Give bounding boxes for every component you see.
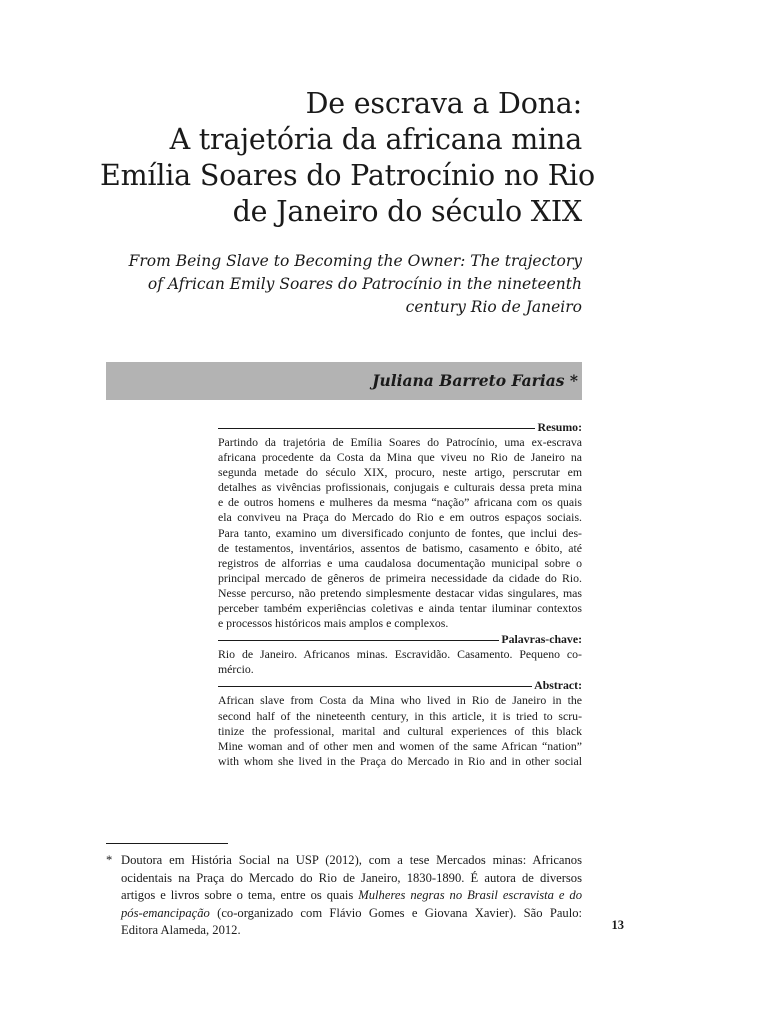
text-line: Para tanto, examino um diversificado conjunto de fontes, que inclui des- (218, 525, 582, 540)
article-title (100, 86, 595, 230)
text-line: mércio. (218, 662, 254, 677)
text-line: de testamentos, inventários, assentos de batismo, casamento e óbito, até (218, 540, 582, 555)
author-name: Juliana Barreto Farias * (372, 371, 578, 390)
abstract-area (218, 419, 582, 769)
footnote-line: ocidentais na Praça do Mercado do Rio de Janeiro, 1830-1890. É autora de diversos (121, 870, 582, 885)
text-line: ela conviveu na Praça do Mercado do Rio e em outros espaços sociais. (218, 510, 582, 525)
footnote (106, 852, 582, 940)
english-subtitle (100, 250, 582, 319)
title-line: De escrava a Dona: (305, 87, 582, 120)
title-line: A trajetória da africana mina (169, 123, 582, 156)
header-rule (218, 686, 532, 687)
footnote-line: Editora Alameda, 2012. (121, 923, 241, 937)
footnote-line (106, 905, 582, 923)
footnote-line: Doutora em História Social na USP (2012), com a tese Mercados minas: Africanos (121, 853, 582, 867)
author-bar (106, 362, 582, 400)
page-number: 13 (611, 918, 624, 932)
palavras-chave-text (218, 647, 582, 677)
text-line: e processos históricos mais amplos e complexos. (218, 616, 449, 631)
resumo-text (218, 435, 582, 631)
abstract-text (218, 693, 582, 768)
text-line: segunda metade do século XIX, procuro, neste artigo, perscrutar em (218, 465, 582, 480)
abstract-header (218, 678, 582, 693)
text-line: detalhes as vivências profissionais, conjugais e culturais dessa preta mina (218, 480, 582, 495)
title-line: de Janeiro do século XIX (232, 195, 582, 228)
text-line: Nesse percurso, não pretendo simplesmente destacar vidas singulares, mas (218, 585, 582, 600)
subtitle-line: From Being Slave to Becoming the Owner: The trajectory (128, 252, 582, 270)
text-line: e de outros homens e mulheres da mesma “nação” africana com os quais (218, 495, 582, 510)
footnote-marker: * (106, 853, 113, 867)
footnote-book-title: pós-emancipação (121, 905, 210, 920)
text-line: Rio de Janeiro. Africanos minas. Escravidão. Casamento. Pequeno co- (218, 647, 582, 662)
text-line: Partindo da trajetória de Emília Soares do Patrocínio, uma ex-escrava (218, 435, 582, 449)
text-line: registros de alforrias e uma caudalosa documentação municipal sobre o (218, 555, 582, 570)
footnote-text: artigos e livros sobre o tema, entre os quais (121, 888, 359, 902)
title-line: Emília Soares do Patrocínio no Rio (100, 159, 595, 192)
footnote-line (106, 887, 582, 905)
resumo-label: Resumo: (537, 419, 582, 434)
header-rule (218, 428, 535, 429)
header-rule (218, 640, 499, 641)
footnote-text: (co-organizado com Flávio Gomes e Giovana Xavier). São Paulo: (209, 905, 582, 920)
footnote-book-title: Mulheres negras no Brasil escravista e do (358, 888, 582, 902)
text-line: africana procedente da Costa da Mina que viveu no Rio de Janeiro na (218, 450, 582, 465)
text-line: perceber também experiências coletivas e ainda tentar iluminar contextos (218, 601, 582, 616)
subtitle-line: of African Emily Soares do Patrocínio in the nineteenth (147, 275, 582, 293)
text-line: with whom she lived in the Praça do Mercado in Rio and in other social (218, 753, 582, 768)
text-line: Mine woman and of other men and women of the same African “nation” (218, 738, 582, 753)
footnote-rule (106, 843, 228, 844)
text-line: tinize the professional, marital and cultural experiences of this black (218, 723, 582, 738)
text-line: second half of the nineteenth century, in this article, it is tried to scru- (218, 708, 582, 723)
text-line: African slave from Costa da Mina who lived in Rio de Janeiro in the (218, 693, 582, 708)
resumo-header (218, 420, 582, 435)
abstract-label: Abstract: (534, 678, 582, 693)
text-line: principal mercado de gêneros de primeira necessidade da cidade do Rio. (218, 570, 582, 585)
palavras-chave-label: Palavras-chave: (501, 632, 582, 647)
palavras-chave-header (218, 632, 582, 647)
subtitle-line: century Rio de Janeiro (405, 298, 582, 316)
